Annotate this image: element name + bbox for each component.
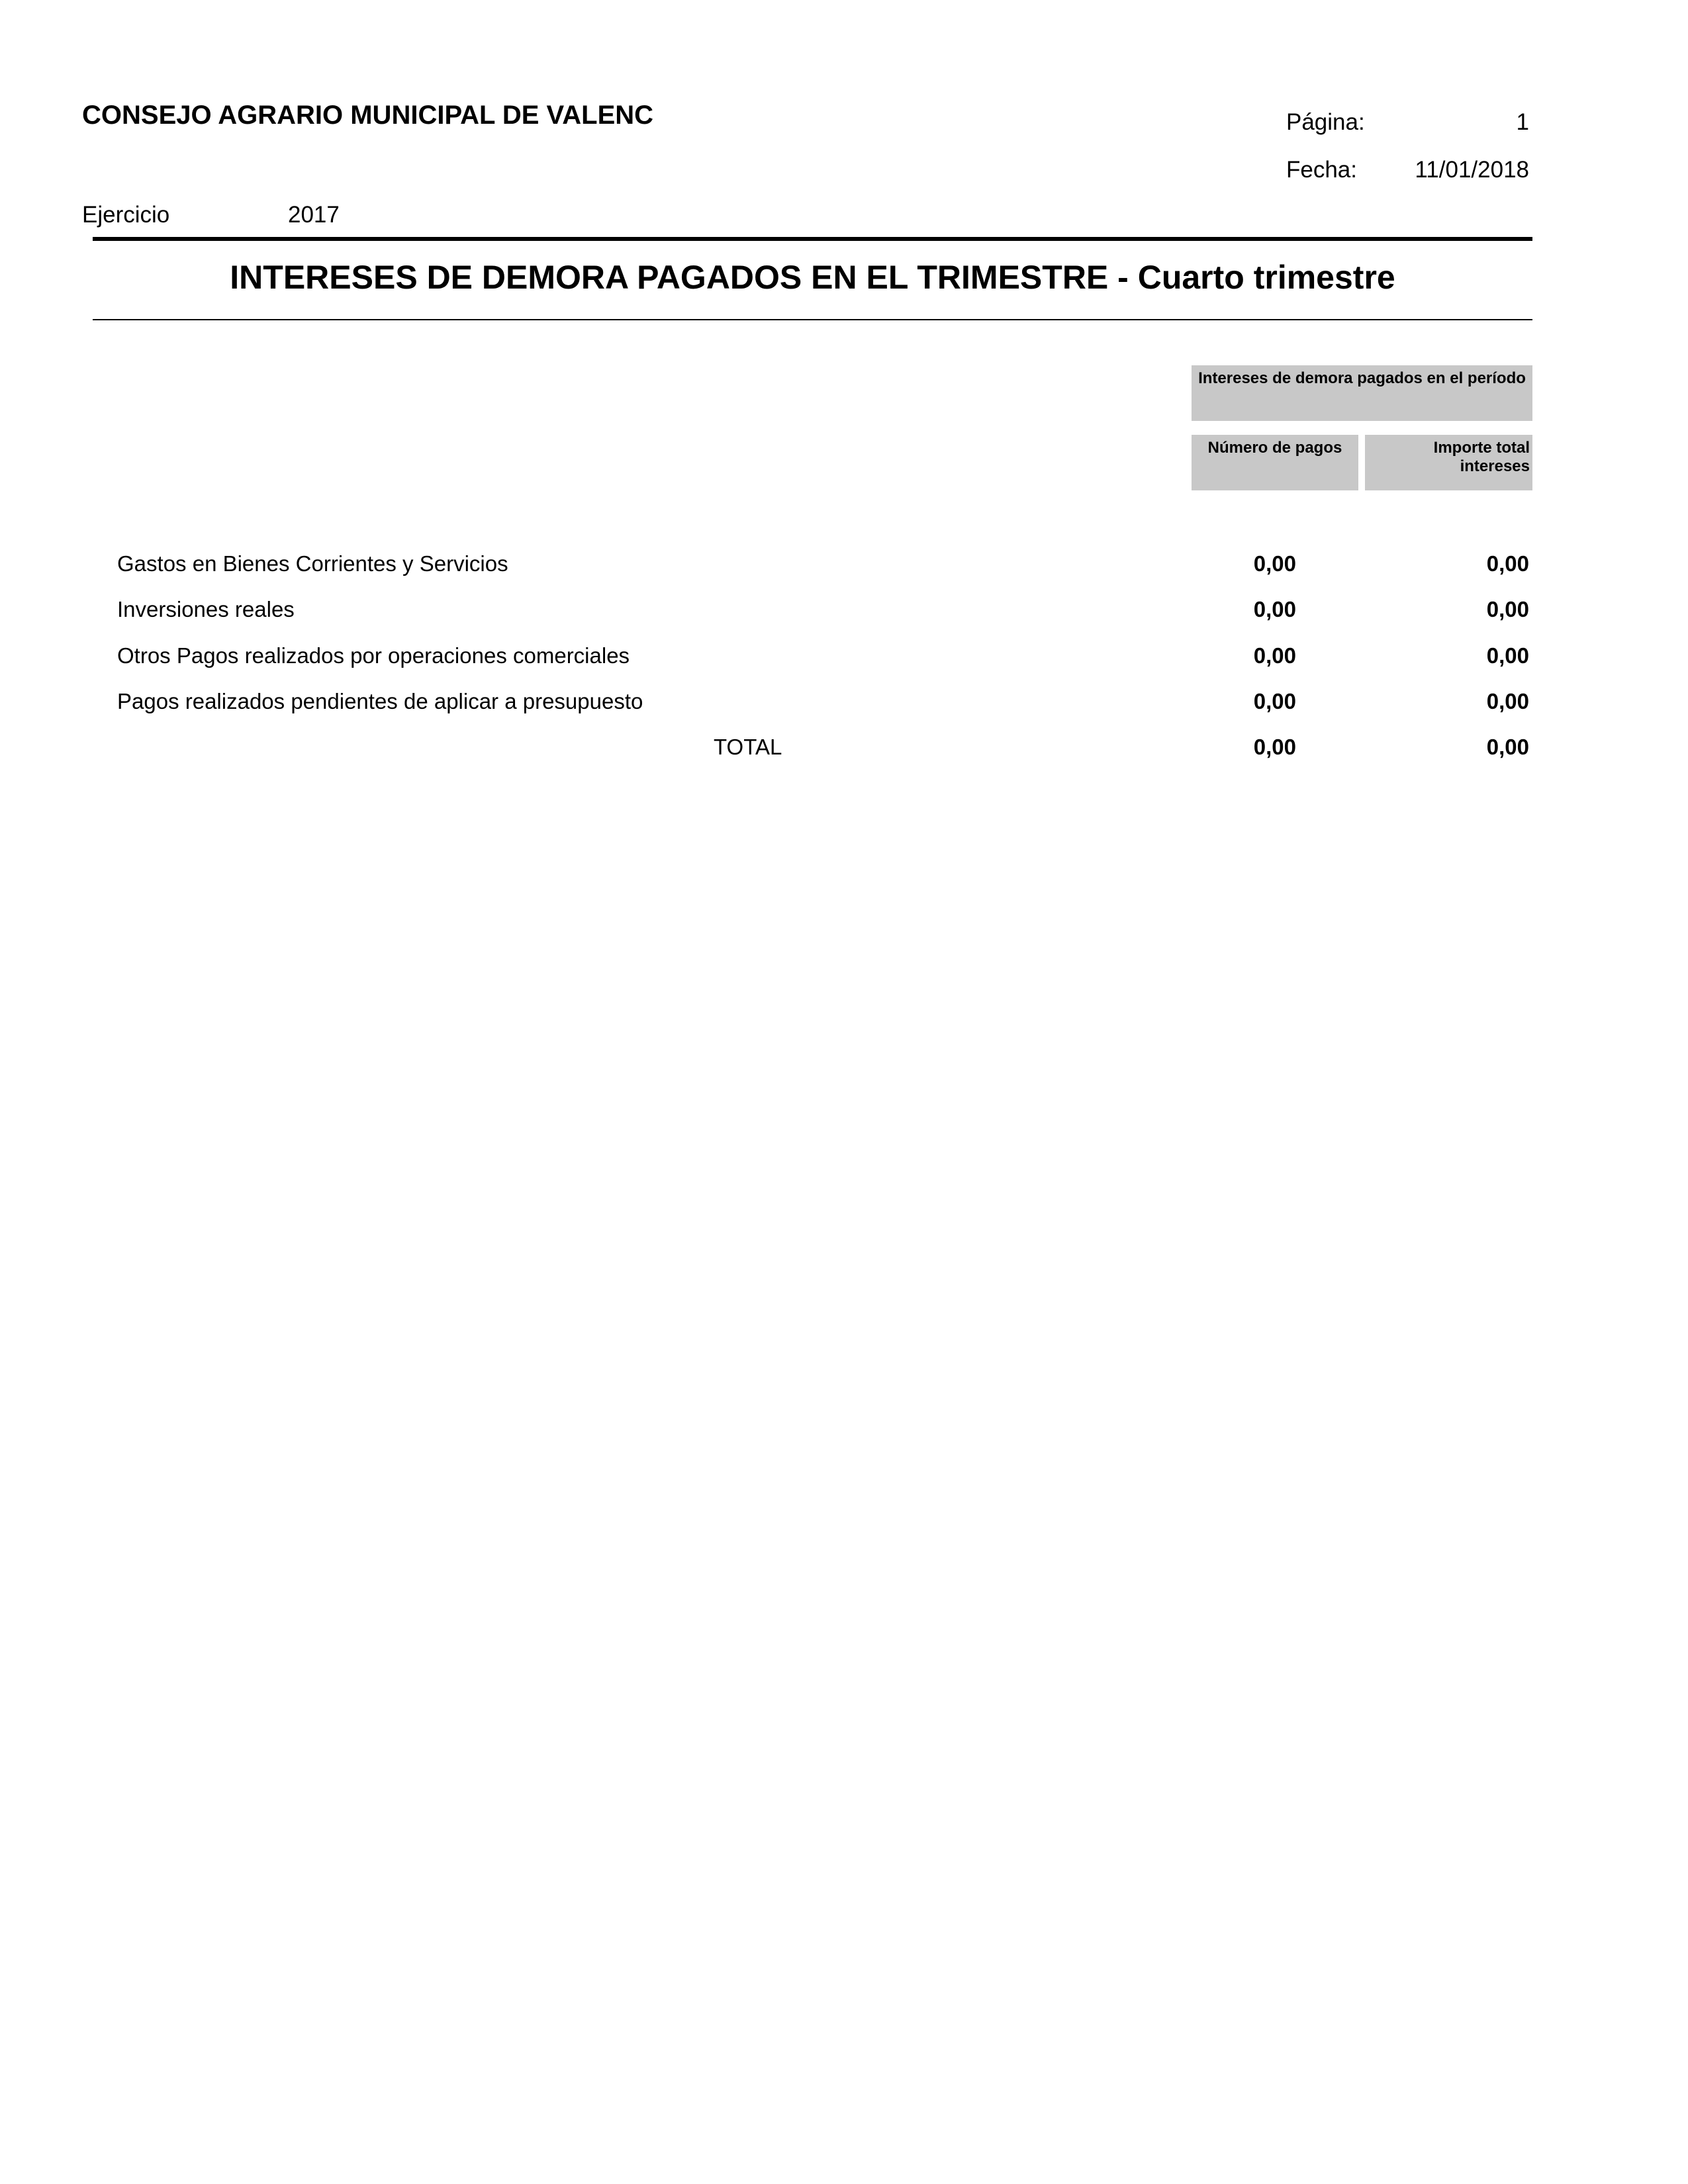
table-row-importe: 0,00 [1486,551,1529,576]
table-row-importe: 0,00 [1486,643,1529,668]
exercise-label: Ejercicio [82,202,170,228]
organization-name: CONSEJO AGRARIO MUNICIPAL DE VALENC [82,101,654,130]
table-row-label: Pagos realizados pendientes de aplicar a presupuesto [117,689,643,713]
date-value: 11/01/2018 [1415,157,1529,183]
table-row-num-pagos: 0,00 [1253,689,1296,713]
page-number: 1 [1516,109,1529,135]
column-group-header: Intereses de demora pagados en el período [1192,365,1532,421]
table-row-num-pagos: 0,00 [1253,551,1296,576]
total-importe: 0,00 [1486,735,1529,759]
table-row-label: Otros Pagos realizados por operaciones comerciales [117,643,630,668]
report-title: INTERESES DE DEMORA PAGADOS EN EL TRIMESTRE - Cuarto trimestre [230,259,1395,296]
table-row-label: Gastos en Bienes Corrientes y Servicios [117,551,508,576]
page-label: Página: [1286,109,1365,135]
table-row-importe: 0,00 [1486,689,1529,713]
header-divider-thin [93,319,1532,320]
column-header-importe-total [1365,435,1532,490]
table-row-num-pagos: 0,00 [1253,643,1296,668]
total-num-pagos: 0,00 [1253,735,1296,759]
date-label: Fecha: [1286,157,1357,183]
table-row-label: Inversiones reales [117,597,295,621]
header-divider-thick [93,237,1532,241]
table-row-importe: 0,00 [1486,597,1529,621]
exercise-value: 2017 [288,202,340,228]
total-label: TOTAL [714,735,782,759]
column-header-importe-total-text: Importe total intereses [1433,439,1530,475]
column-header-numero-pagos: Número de pagos [1192,435,1358,490]
table-row-num-pagos: 0,00 [1253,597,1296,621]
